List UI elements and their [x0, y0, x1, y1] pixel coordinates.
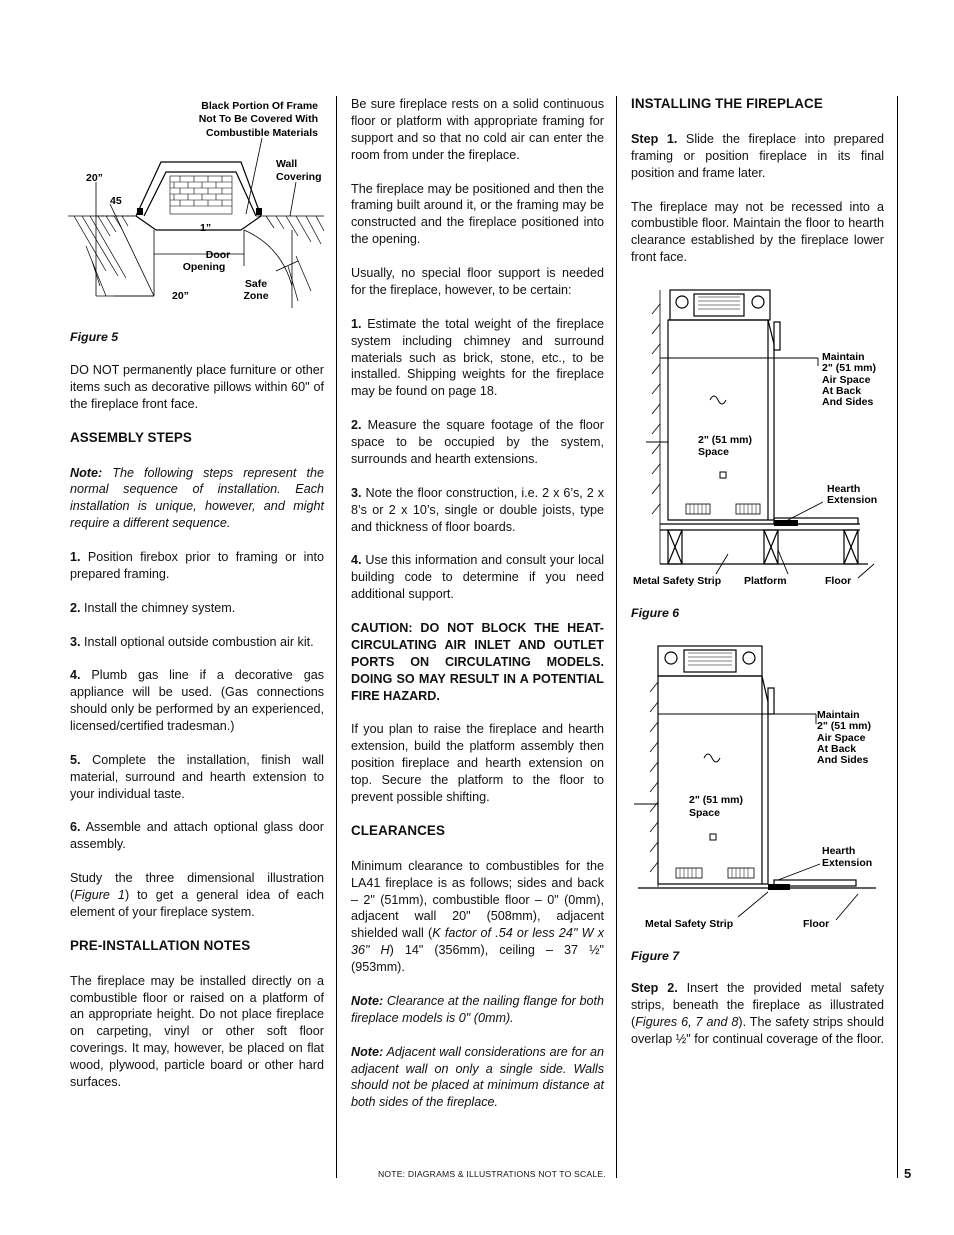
fig6-space-1: 2" (51 mm)	[698, 434, 752, 446]
assembly-step-4: 4. Plumb gas line if a decorative gas appliance will be used. (Gas connections should only be performed by an experienced, licensed/certified tradesman.)	[70, 668, 324, 734]
fig7-floor: Floor	[803, 918, 830, 930]
fig6-space-2: Space	[698, 446, 729, 458]
column-3-bottom	[631, 980, 884, 1065]
platform-text: If you plan to raise the fireplace and hearth extension, build the platform assembly then position fireplace and hearth extension on top. Secure the platform to the floor to prevent possible shifting.	[351, 722, 604, 805]
clearance-note-1: Note: Clearance at the nailing flange for both fireplace models is 0" (0mm).	[351, 993, 604, 1025]
fig5-label-door-1: Door	[205, 249, 231, 261]
column-divider-3	[897, 96, 898, 1178]
clearances-text: Minimum clearance to combustibles for the LA41 fireplace is as follows; sides and back – 2" (51mm), combustible floor – 0" (0mm), adjacent wall 20" (508mm), adjacent shielded wall (K factor of .54 or less 24" W x 36" H) 14" (356mm), ceiling – 37 ½" (953mm).	[351, 858, 604, 975]
support-item-4: 4. Use this information and consult your local building code to determine if you need additional support.	[351, 553, 604, 602]
step-2-text: Step 2. Insert the provided metal safety strips, beneath the fireplace as illustrated (Figures 6, 7 and 8). The safety strips should overlap ½" for continual coverage of the floor.	[631, 981, 885, 1046]
fig5-label-1-inch: 1”	[200, 222, 212, 234]
page-number: 5	[904, 1166, 912, 1181]
step-1-text: Step 1. Slide the fireplace into prepared framing or position fireplace in its final position and frame later.	[631, 131, 884, 180]
fig5-label-door-2: Opening	[182, 261, 226, 273]
fig6-hearth-2: Extension	[827, 494, 878, 506]
fig7-maintain-5: And Sides	[817, 754, 869, 766]
fig6-maintain-5: And Sides	[822, 396, 874, 408]
fig5-label-safe-2: Zone	[243, 290, 269, 302]
assembly-note: Note: The following steps represent the normal sequence of installation. Each installation is unique, however, and might require a different sequence.	[70, 465, 324, 531]
fig7-hearth-2: Extension	[822, 857, 873, 869]
support-item-2: 2. Measure the square footage of the floor space to be occupied by the system, surrounds and hearth extensions.	[351, 418, 604, 466]
fig5-label-wall-1: Wall	[276, 158, 298, 170]
caution-text: CAUTION: DO NOT BLOCK THE HEAT-CIRCULATING AIR INLET AND OUTLET PORTS ON CIRCULATING MODELS. DOING SO MAY RESULT IN A POTENTIAL FIRE HAZARD.	[351, 620, 604, 703]
assembly-steps-heading: ASSEMBLY STEPS	[70, 429, 192, 445]
figure-6-diagram	[628, 284, 890, 594]
fig7-maintain-2: 2" (51 mm)	[817, 720, 871, 732]
support-paragraph-2: The fireplace may be positioned and then the framing built around it, or the framing may be constructed and the fireplace positioned into the opening.	[351, 181, 604, 247]
fig6-floor: Floor	[825, 575, 852, 587]
fig6-platform: Platform	[744, 575, 787, 587]
figure-7-diagram	[628, 642, 890, 937]
fig6-maintain-2: 2" (51 mm)	[822, 362, 876, 374]
clearances-heading: CLEARANCES	[351, 822, 445, 838]
column-divider-1	[336, 96, 337, 1178]
column-1	[70, 362, 324, 1108]
figure-5-diagram	[66, 96, 331, 321]
fig7-strip: Metal Safety Strip	[645, 918, 734, 930]
assembly-step-6: 6. Assemble and attach optional glass door assembly.	[70, 820, 324, 852]
fig7-maintain-1: Maintain	[817, 709, 860, 721]
fig6-hearth-1: Hearth	[827, 483, 861, 495]
fig5-label-black-portion-1: Black Portion Of Frame	[201, 100, 318, 112]
study-paragraph: Study the three dimensional illustration (Figure 1) to get a general idea of each element of your fireplace system.	[70, 871, 324, 919]
assembly-step-2: 2. Install the chimney system.	[70, 600, 236, 615]
fig6-maintain-4: At Back	[822, 385, 862, 397]
assembly-step-3: 3. Install optional outside combustion air kit.	[70, 634, 314, 649]
fig7-maintain-3: Air Space	[817, 732, 866, 744]
fig7-maintain-4: At Back	[817, 743, 857, 755]
figure-5-caption: Figure 5	[70, 330, 119, 344]
furniture-note: DO NOT permanently place furniture or other items such as decorative pillows within 60" of the fireplace front face.	[70, 363, 324, 411]
fig5-label-45: 45	[110, 195, 122, 207]
fig6-maintain-1: Maintain	[822, 351, 865, 363]
fig6-strip: Metal Safety Strip	[633, 575, 722, 587]
support-item-1: 1. Estimate the total weight of the fireplace system including chimney and surround materials such as brick, stone, etc., to be installed. Shipping weights for the fireplace may be found on page 18.	[351, 316, 604, 399]
support-item-3: 3. Note the floor construction, i.e. 2 x 6’s, 2 x 8’s or 2 x 10’s, single or double joists, type and thickness of floor boards.	[351, 485, 604, 534]
fig5-label-black-portion-2: Not To Be Covered With	[198, 113, 318, 125]
clearance-note-2: Note: Adjacent wall considerations are for an adjacent wall on only a single side. Walls should not be placed at minimum distance at both sides of the fireplace.	[351, 1044, 604, 1110]
fig5-label-20-bottom: 20”	[172, 290, 189, 302]
fig5-label-black-portion-3: Combustible Materials	[205, 127, 318, 139]
fig5-label-safe-1: Safe	[244, 278, 268, 290]
recess-text: The fireplace may not be recessed into a combustible floor. Maintain the floor to hearth clearance established by the fireplace lower front face.	[631, 199, 884, 265]
column-3-top	[631, 96, 884, 283]
figure-7-caption: Figure 7	[631, 949, 680, 963]
assembly-step-1: 1. Position firebox prior to framing or into prepared framing.	[70, 550, 324, 581]
fig5-label-wall-2: Covering	[276, 171, 322, 183]
installing-heading: INSTALLING THE FIREPLACE	[631, 96, 823, 111]
support-paragraph-1: Be sure fireplace rests on a solid continuous floor or platform with appropriate framing for support and so that no cold air can enter the room from under the fireplace.	[351, 97, 604, 162]
pre-installation-text: The fireplace may be installed directly on a combustible floor or raised on a platform of an appropriate height. Do not place fireplace on carpeting, vinyl or other soft floor coverings. It may, however, be placed on flat wood, plywood, particle board or other hard surfaces.	[70, 973, 324, 1090]
figure-6-caption: Figure 6	[631, 606, 680, 620]
fig6-maintain-3: Air Space	[822, 374, 871, 386]
support-paragraph-3: Usually, no special floor support is needed for the fireplace, however, to be certain:	[351, 266, 604, 297]
assembly-step-5: 5. Complete the installation, finish wall material, surround and hearth extension to your individual taste.	[70, 752, 324, 801]
fig7-hearth-1: Hearth	[822, 845, 856, 857]
fig5-label-20-top: 20”	[86, 172, 103, 184]
footer-note: NOTE: DIAGRAMS & ILLUSTRATIONS NOT TO SCALE.	[378, 1169, 606, 1179]
pre-installation-heading: PRE-INSTALLATION NOTES	[70, 937, 251, 953]
fig7-space-2: Space	[689, 807, 720, 819]
fig7-space-1: 2" (51 mm)	[689, 794, 743, 806]
column-divider-2	[616, 96, 617, 1178]
column-2	[351, 96, 604, 1128]
